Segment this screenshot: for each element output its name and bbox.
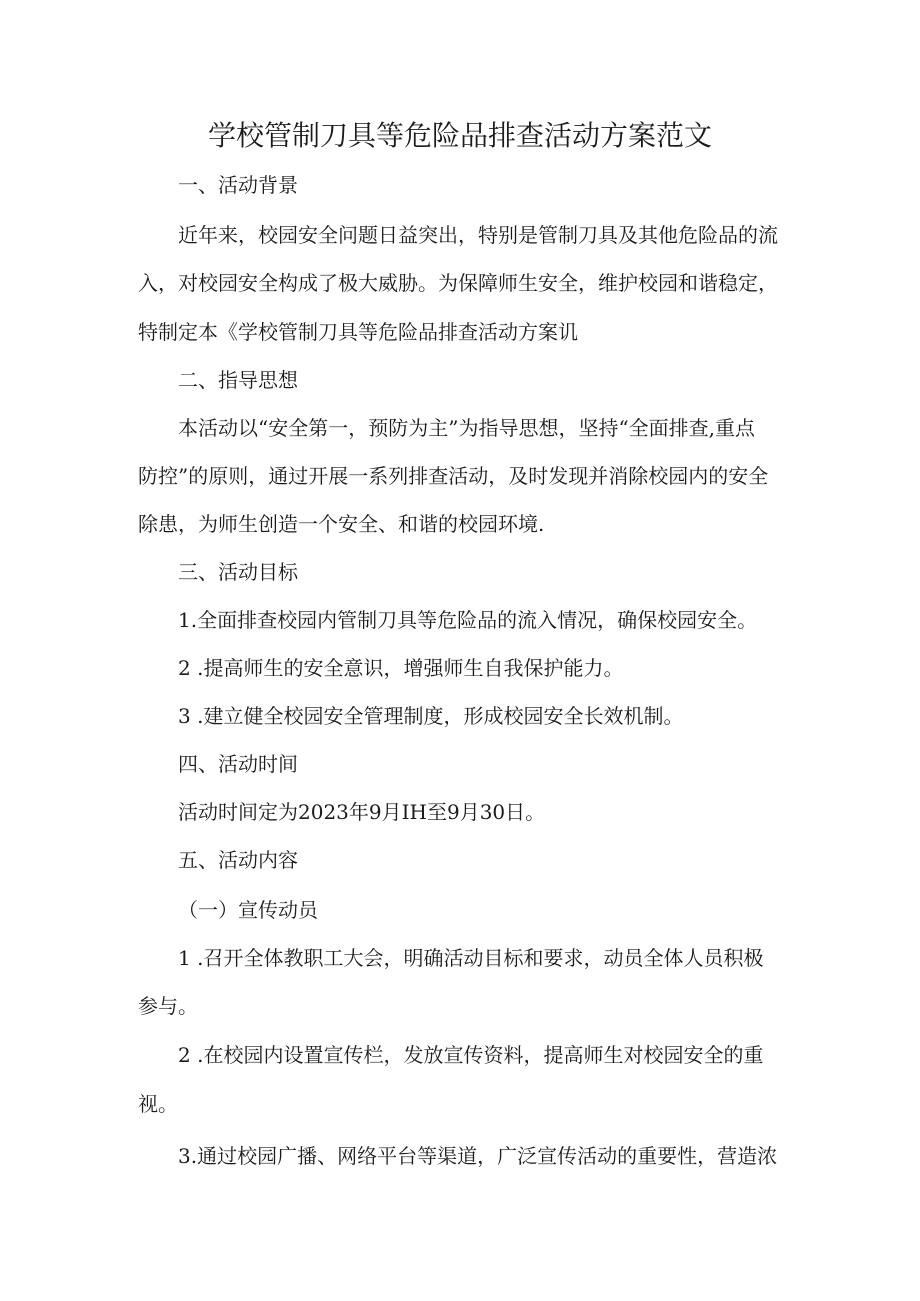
list-item-continuation: 参与。 xyxy=(138,994,198,1018)
paragraph-line: 入，对校园安全构成了极大威胁。为保障师生安全，维护校园和谐稳定， xyxy=(138,271,778,295)
list-item: 2 .在校园内设置宣传栏，发放宣传资料，提高师生对校园安全的重 xyxy=(178,1043,764,1067)
paragraph-line: 防控”的原则，通过开展一系列排查活动，及时发现并消除校园内的安全 xyxy=(138,464,769,488)
paragraph-line: 活动时间定为2023年9月IH至9月30日。 xyxy=(178,800,546,824)
section-heading-goals: 三、活动目标 xyxy=(178,560,298,584)
list-item-continuation: 视。 xyxy=(138,1092,178,1116)
document-title: 学校管制刀具等危险品排查活动方案范文 xyxy=(207,119,712,152)
list-item: 3 .建立健全校园安全管理制度，形成校园安全长效机制。 xyxy=(178,704,684,728)
paragraph-line: 近年来，校园安全问题日益突出，特别是管制刀具及其他危险品的流 xyxy=(178,223,778,247)
list-item: 1 .召开全体教职工大会，明确活动目标和要求，动员全体人员积极 xyxy=(178,946,764,970)
subsection-heading-publicity: （一）宣传动员 xyxy=(178,898,318,922)
section-heading-time: 四、活动时间 xyxy=(178,752,298,776)
section-heading-guiding-idea: 二、指导思想 xyxy=(178,368,298,392)
section-heading-background: 一、活动背景 xyxy=(178,173,298,197)
paragraph-line: 本活动以“安全第一，预防为主”为指导思想，坚持“全面排查,重点 xyxy=(178,416,756,440)
section-heading-content: 五、活动内容 xyxy=(178,848,298,872)
paragraph-line: 除患，为师生创造一个安全、和谐的校园环境. xyxy=(138,512,545,536)
list-item: 2 .提高师生的安全意识，增强师生自我保护能力。 xyxy=(178,656,624,680)
list-item: 3.通过校园广播、网络平台等渠道，广泛宣传活动的重要性，营造浓 xyxy=(178,1144,778,1168)
paragraph-line: 特制定本《学校管制刀具等危险品排查活动方案讥 xyxy=(138,320,578,344)
list-item: 1.全面排查校园内管制刀具等危险品的流入情况，确保校园安全。 xyxy=(178,608,758,632)
